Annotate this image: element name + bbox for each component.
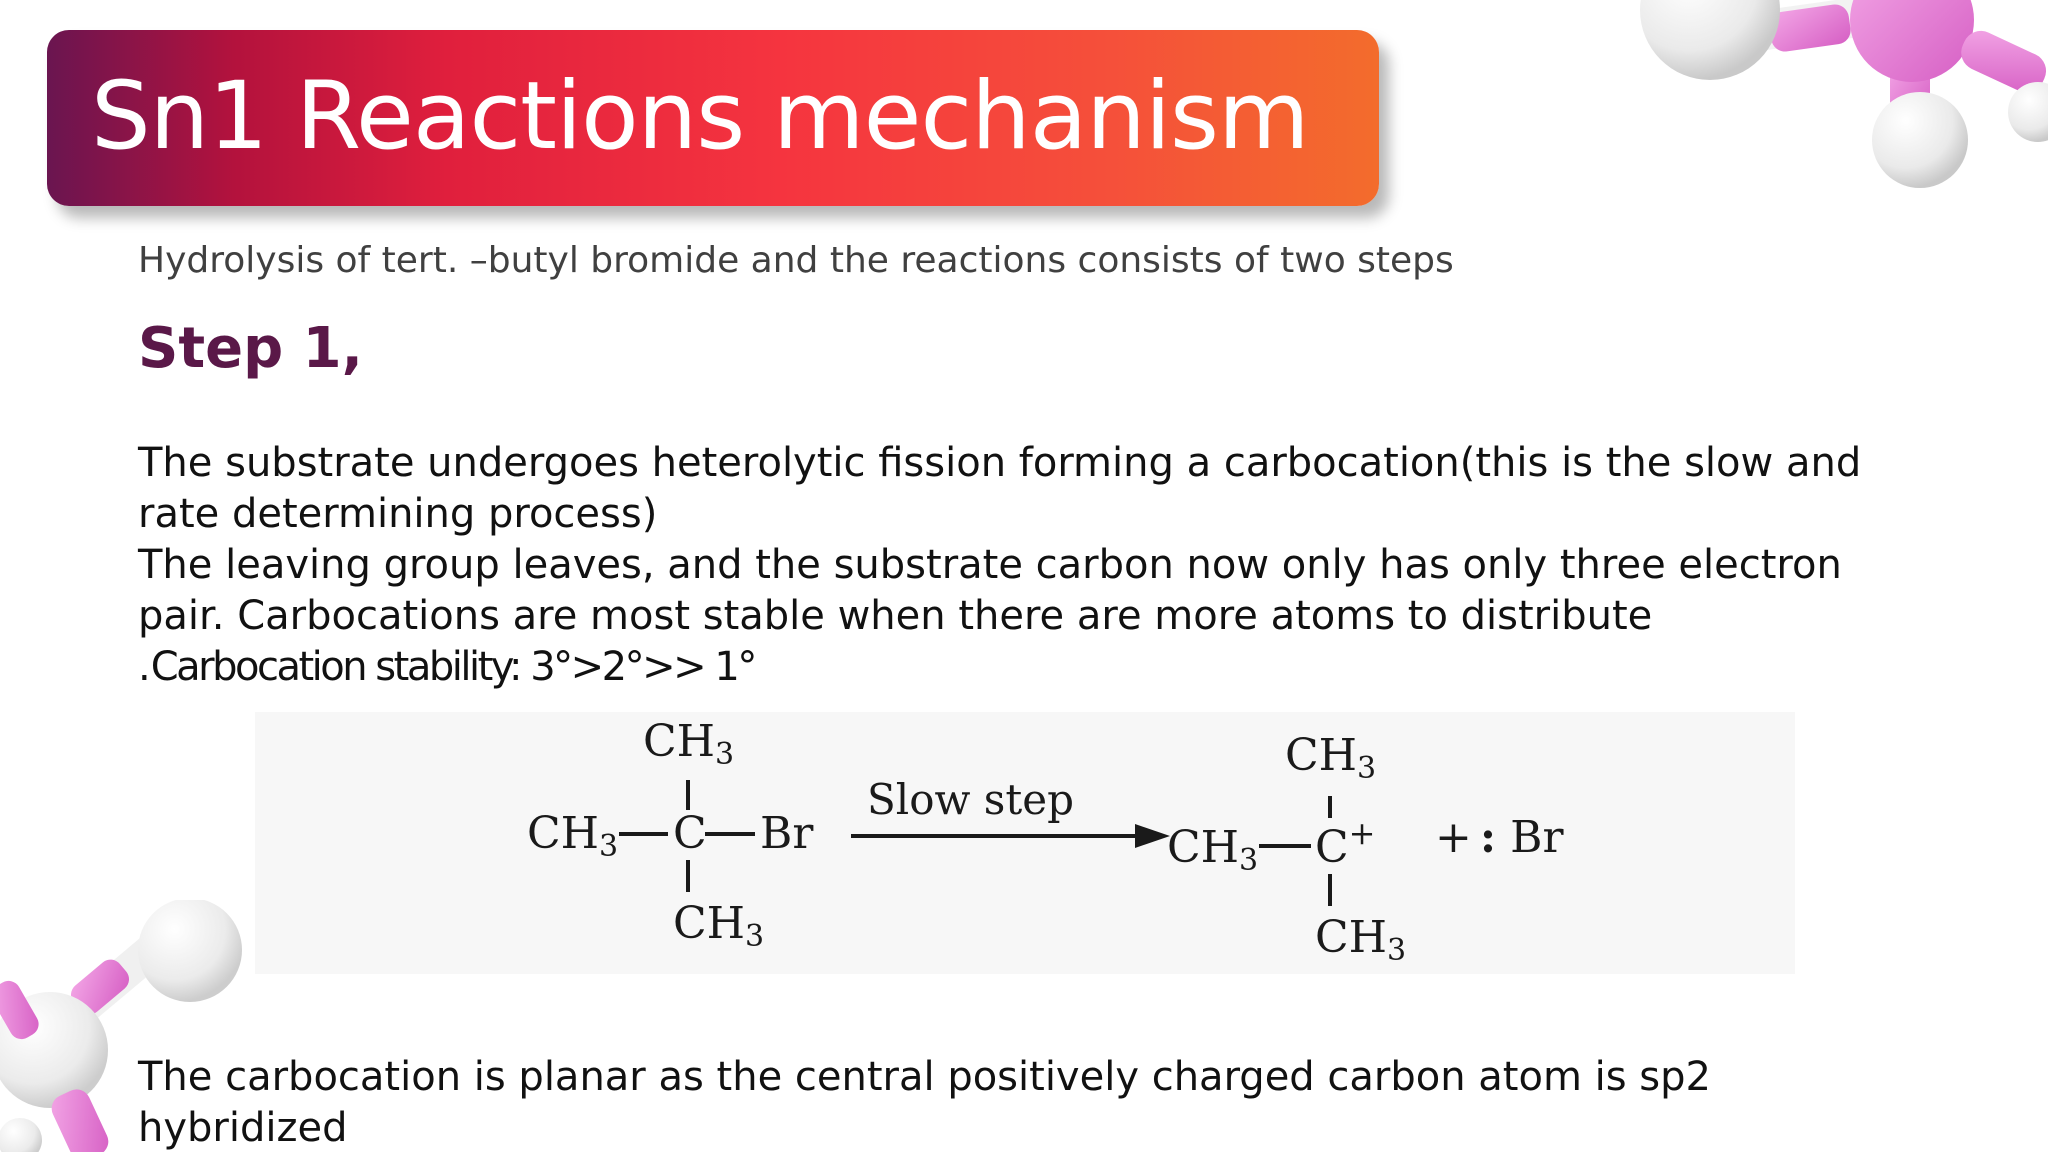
paragraph-1: The substrate undergoes heterolytic fission forming a carbocation(this is the slow and rate determining process) — [138, 440, 1862, 537]
reaction-arrow — [851, 775, 1170, 848]
reaction-diagram — [255, 712, 1795, 974]
reactant-bottom-group: CH3 — [673, 898, 765, 954]
carbocation-stability: Carbocation stability: 3°>2°>> 1° — [150, 644, 755, 690]
slide-title: Sn1 Reactions mechanism — [91, 62, 1309, 171]
body-text — [138, 438, 1878, 693]
molecule-model-top-right-icon — [1620, 0, 2048, 210]
product-top-group: CH3 — [1285, 730, 1377, 786]
slide-subtitle: Hydrolysis of tert. –butyl bromide and the reactions consists of two steps — [138, 240, 1454, 281]
reactant-left-group: CH3 — [527, 808, 619, 864]
byproduct: + : Br — [1435, 812, 1564, 863]
product-molecule — [1167, 730, 1564, 968]
paragraph-2-text: The leaving group leaves, and the substrate carbon now only has only three electron pair. Carbocations are most stable when there are more atoms to distribute . — [138, 542, 1842, 690]
reactant-molecule — [527, 716, 814, 954]
paragraph-2 — [138, 540, 1878, 693]
reactant-leaving-group: Br — [760, 808, 814, 859]
product-bottom-group: CH3 — [1315, 912, 1407, 968]
reaction-scheme — [255, 712, 1795, 974]
arrow-head-icon — [1135, 824, 1170, 848]
footer-text: The carbocation is planar as the central positively charged carbon atom is sp2 hybridized — [138, 1054, 1711, 1151]
title-banner — [47, 30, 1379, 206]
product-center-carbon: C+ — [1315, 814, 1376, 873]
reactant-top-group: CH3 — [643, 716, 735, 772]
product-left-group: CH3 — [1167, 822, 1259, 878]
step-heading: Step 1, — [138, 316, 363, 381]
arrow-label: Slow step — [867, 775, 1074, 824]
reactant-center-carbon: C — [673, 808, 707, 859]
